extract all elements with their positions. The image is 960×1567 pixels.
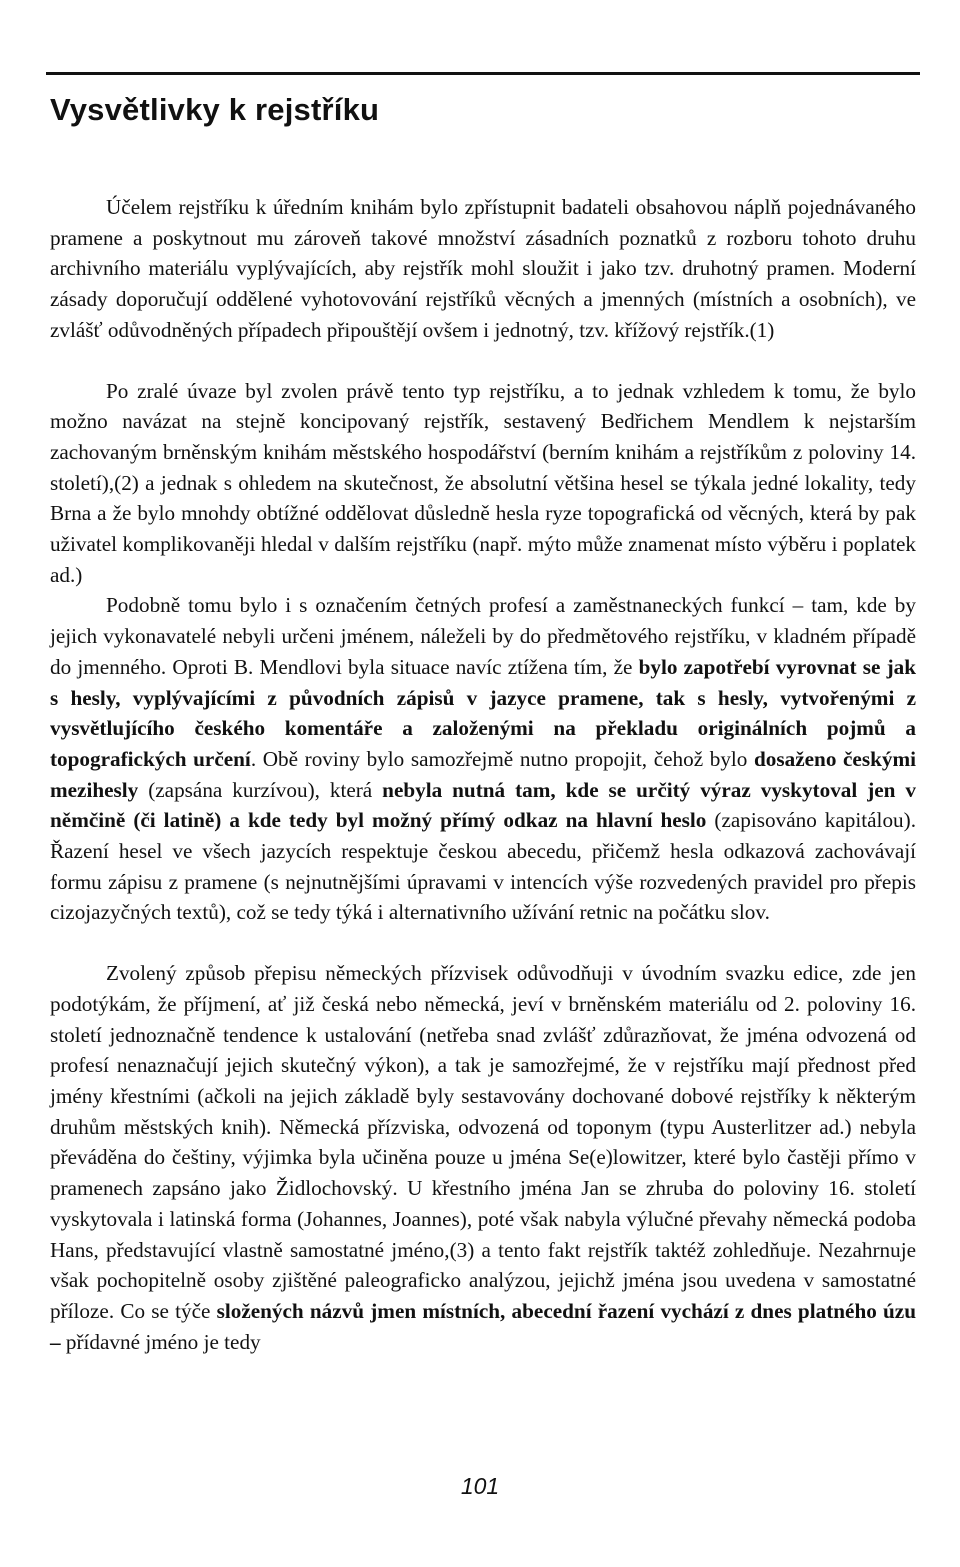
paragraph-text: Účelem rejstříku k úředním knihám bylo zpřístupnit badateli obsahovou náplň pojednávaného pramene a poskytnout mu zároveň takové množství zásadních poznatků z rozboru tohoto druhu archivního materiálu vyplývajících, aby rejstřík mohl sloužit i jako tzv. druhotný pramen. Moderní zásady doporučují oddělené vyhotovování rejstříků věcných a jmenných (místních a osobních), ve zvlášť odůvodněných případech připouštějí ovšem i jednotný, tzv. křížový rejstřík.(1) [50,195,916,342]
paragraph-2 [50,376,916,591]
page-number: 101 [460,1473,500,1499]
paragraph-3 [50,590,916,928]
paragraph-text: Podobně tomu bylo i s označením četných profesí a zaměstnaneckých funkcí – tam, kde by jejich vykonavatelé nebyli určeni jménem, náleželi by do předmětového rejstříku, v kladném případě do jmenného. Oproti B. Mendlovi byla situace navíc ztížena tím, že [50,593,916,679]
paragraph-text: Zvolený způsob přepisu německých přízvisek odůvodňuji v úvodním svazku edice, zde jen podotýkám, že příjmení, ať již česká nebo německá, jeví v brněnském materiálu od 2. poloviny 16. století jednoznačně tendence k ustalování (netřeba snad zvlášť zdůrazňovat, že jména odvozená od profesí nenaznačují jejich skutečný výkon), a tak je samozřejmé, že v rejstříku mají přednost před jmény křestními (ačkoli na jejich základě byly sestavovány dochované dobové rejstříky k některým druhům městských knih). Německá přízviska, odvozená od toponym (typu Austerlitzer ad.) nebyla převáděna do češtiny, výjimka byla učiněna pouze u jména Se(e)lowitzer, které bylo častěji přímo v pramenech zapsáno jako Židlochovský. U křestního jména Jan se zhruba do poloviny 16. století vyskytovala i latinská forma (Johannes, Joannes), poté však nabyla výlučné převahy německá podoba Hans, představující vlastně samostatné jméno,(3) a tento fakt rejstřík taktéž zohledňuje. Nezahrnuje však pochopitelně osoby zjištěné paleograficko analýzou, jejichž jména jsou uvedena v samostatné příloze. Co se týče [50,961,916,1323]
top-rule [46,72,920,75]
paragraph-1 [50,192,916,346]
bold-text: bylo zapotřebí vyrovnat se jak s hesly, vyplývajícími z původních zápisů v jazyce pramene, tak s hesly, vytvořenými z vysvětlujícího českého komentáře a založenými na překladu originálních pojmů a topografických určení [50,654,916,771]
paragraph-text: . Obě roviny bylo samozřejmě nutno propojit, čehož bylo [250,746,755,771]
bold-text: složených názvů jmen místních, abecední řazení vychází z dnes platného úzu – [50,1298,916,1354]
paragraph-text: Po zralé úvaze byl zvolen právě tento typ rejstříku, a to jednak vzhledem k tomu, že bylo možno navázat na stejně koncipovaný rejstřík, sestavený Bedřichem Mendlem k nejstarším zachovaným brněnským knihám městského hospodářství (berním knihám a rejstříkům z poloviny 14. století),(2) a jednak s ohledem na skutečnost, že absolutní většina hesel se týkala jedné lokality, tedy Brna a že bylo mnohdy obtížné oddělovat důsledně hesla ryze topografická od věcných, která by pak uživatel komplikovaněji hledal v dalším rejstříku (např. mýto může znamenat místo výběru i poplatek ad.) [50,378,916,587]
page-title: Vysvětlivky k rejstříku [50,92,380,127]
body-text [50,192,916,1357]
bold-text: nebyla nutná tam, kde se určitý výraz vyskytoval jen v němčině (či latině) a kde tedy byl možný přímý odkaz na hlavní heslo [50,777,916,833]
paragraph-text: přídavné jméno je tedy [60,1329,261,1354]
paragraph-4 [50,958,916,1357]
bold-text: dosaženo českými mezihesly [50,746,916,802]
paragraph-text: (zapisováno kapitálou). Řazení hesel ve všech jazycích respektuje českou abecedu, přičemž hesla odkazová zachovávají formu zápisu z pramene (s nejnutnějšími úpravami v intencích výše rozvedených pravidel pro přepis cizojazyčných textů), což se tedy týká i alternativního užívání retnic na počátku slov. [50,808,916,925]
paragraph-text: (zapsána kurzívou), která [138,777,383,802]
